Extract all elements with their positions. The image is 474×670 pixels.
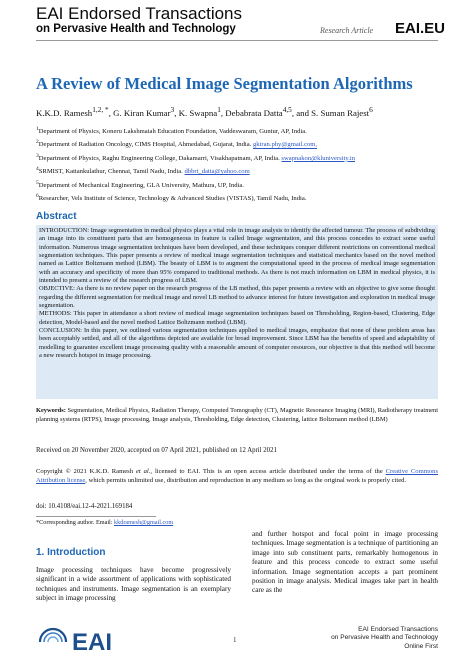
brand-logo: EAI.EU	[395, 20, 446, 37]
email-link[interactable]: dbbrt_datta@yahoo.com	[184, 168, 250, 176]
intro-right-column: and further hotspot and focal point in image processing techniques. Image segmentation is a technique of partitioning an image into sub constituent parts, remarkably homogenous in feature and this process concede to extract some useful information. Image segmentation accepts a part prominent position in image analysis. Medical images take part in health care as the	[252, 530, 438, 595]
footnote-label: *Corresponding author. Email:	[36, 519, 115, 526]
author-name: G. Kiran Kumar	[113, 107, 171, 118]
page-number: 1	[233, 636, 237, 644]
journal-subtitle: on Pervasive Health and Technology	[36, 23, 236, 35]
affiliation-item	[36, 124, 438, 137]
abstract-body	[36, 225, 438, 363]
author-affiliation-marker: 1,2, *	[92, 105, 109, 114]
footer-journal-info	[318, 626, 438, 651]
abstract-introduction: INTRODUCTION: Image segmentation in medical physics plays a vital role in image analysis to identify the affected tumour. The process of subdividing an image into its constituent parts that are homogeneous in feature is called Image segmentation, and this process concedes to extract some useful information. Numerous image segmentation techniques have been developed, and these techniques conquer different restrictions on conventional medical segmentation techniques. This paper presents a review of medical image segmentation techniques and statistical mechanics based on the novel method named as Lattice Boltzmann method (LBM). The beauty of LBM is to augment the computational speed in the process of medical image segmentation with an accuracy and specificity of more than 95% compared to traditional methods. As there is not much information on LBM in medical physics, it is intended to present a review of the research progress of LBM.	[39, 227, 435, 285]
copyright-etal: et al.	[135, 468, 151, 475]
affiliation-text: Department of Physics, Koneru Lakshmaiah Education Foundation, Vaddeswaram, Guntur, AP, India.	[38, 128, 307, 136]
affiliation-item	[36, 164, 438, 177]
affiliation-text: SRMIST, Kattankulathur, Chennai, Tamil Nadu, India.	[38, 168, 183, 176]
affiliation-item	[36, 137, 438, 150]
affiliation-number: 2	[36, 139, 39, 146]
header-divider	[36, 40, 438, 41]
author-name: and S. Suman Rajest	[296, 107, 370, 118]
footer-line: Online First	[404, 642, 438, 650]
license-link[interactable]: Creative Commons Attribution license	[36, 468, 439, 484]
author-name: K. Swapna	[178, 107, 218, 118]
footnote-divider	[36, 516, 156, 517]
email-link[interactable]: kkdramesh@gmail.com	[114, 519, 174, 526]
author-affiliation-marker: 6	[369, 105, 373, 114]
author-name: Debabrata Datta	[225, 107, 283, 118]
logo-text: EAI	[72, 629, 113, 654]
affiliation-number: 5	[36, 179, 39, 186]
abstract-conclusion: CONCLUSION: In this paper, we outlined various segmentation techniques applied to medical images, emphasize that none of these problem areas has been acceptably settled, and all of the algorithms depicted are available for broad improvement. Since LBM has the benefits of speed and adaptability of modelling to guarantee excellent image processing quality with a reasonable amount of computer resources, our objective is that this method will become a new research hotspot in image processing.	[39, 327, 435, 360]
affiliation-text: Researcher, Vels Institute of Science, Technology & Advanced Studies (VISTAS), Tamil Nadu, India.	[38, 195, 307, 203]
logo-arc-icon	[48, 637, 58, 642]
affiliation-item	[36, 151, 438, 164]
keywords-text: Segmentation, Medical Physics, Radiation Therapy, Computed Tomography (CT), Magnetic Resonance Imaging (MRI), Radiotherapy treatment planning systems (RTPS), Image processing, Image analysis, Thresholding, Edge detection, Clustering, lattice Boltzmann method (LBM)	[36, 407, 438, 423]
email-link[interactable]: swapnakon@kluniversity.in	[281, 154, 356, 162]
affiliation-item	[36, 191, 438, 204]
doi: doi: 10.4108/eai.12-4-2021.169184	[36, 503, 133, 510]
abstract-methods: METHODS: This paper in attendance a short review of medical image segmentation techniques based on Thresholding, Region-based, Clustering, Edge detection, Model-based and the novel method Lattice Boltzmann method (LBM).	[39, 310, 435, 326]
keywords-label: Keywords:	[36, 407, 66, 414]
affiliation-number: 6	[36, 192, 39, 199]
section-heading: 1. Introduction	[36, 547, 106, 558]
affiliation-list	[36, 124, 438, 204]
abstract-box	[36, 225, 438, 399]
paper-title: A Review of Medical Image Segmentation Algorithms	[36, 74, 413, 93]
corresponding-author-footnote	[36, 519, 173, 526]
affiliation-item	[36, 178, 438, 191]
keywords	[36, 406, 438, 424]
abstract-heading: Abstract	[36, 211, 77, 222]
affiliation-text: Department of Physics, Raghu Engineering College, Dakamarri, Visakhapatnam, AP, India.	[38, 154, 280, 162]
received-dates: Received on 20 November 2020, accepted on 07 April 2021, published on 12 April 2021	[36, 447, 277, 454]
journal-title: EAI Endorsed Transactions	[36, 4, 243, 23]
affiliation-text: Department of Mechanical Engineering, GLA University, Mathura, UP, India.	[38, 181, 244, 189]
article-type: Research Article	[320, 26, 374, 35]
copyright-notice	[36, 468, 438, 486]
affiliation-number: 3	[36, 152, 39, 159]
author-list: K.K.D. Ramesh$^{1,2, *}$, G. Kiran Kumar$^3$, K. Swapna$^1$, Debabrata Datta$^{4,5}$, and S. Suman Rajest$^6$	[36, 105, 373, 118]
author-affiliation-marker: 1	[217, 105, 221, 114]
copyright-text: , which permits unlimited use, distribution and reproduction in any medium so long as the original work is properly cited.	[85, 476, 407, 484]
author-affiliation-marker: 3	[170, 105, 175, 114]
intro-left-column: Image processing techniques have become progressively significant in a wide assortment of applications with sophisticated techniques and instruments. Image segmentation is an exemplary subject in image processing	[36, 566, 231, 603]
author-name: K.K.D. Ramesh	[36, 107, 93, 118]
affiliation-number: 4	[36, 166, 39, 173]
author-affiliation-marker: 4,5	[282, 105, 292, 114]
email-link[interactable]: gkiran.phy@gmail.com,	[252, 141, 318, 149]
footer-line: EAI Endorsed Transactions	[358, 626, 438, 633]
affiliation-text: Department of Radiation Oncology, CIMS Hospital, Ahmedabad, Gujarat, India.	[38, 141, 252, 149]
footer-line: on Pervasive Health and Technology	[331, 634, 438, 642]
copyright-text: , licensed to EAI. This is an open access article distributed under the terms of the	[150, 468, 386, 475]
copyright-text: Copyright © 2021 K.K.D. Ramesh	[36, 468, 136, 475]
affiliation-number: 1	[36, 126, 39, 132]
abstract-objective: OBJECTIVE: As there is no review paper on the research progress of the LB method, this paper presents a review with an objective to give some thought regarding the different segmentation for medical image and novel LB method to advance interest for future investigation and exploration in medical image segmentation.	[39, 285, 435, 310]
eai-logo	[36, 624, 146, 654]
